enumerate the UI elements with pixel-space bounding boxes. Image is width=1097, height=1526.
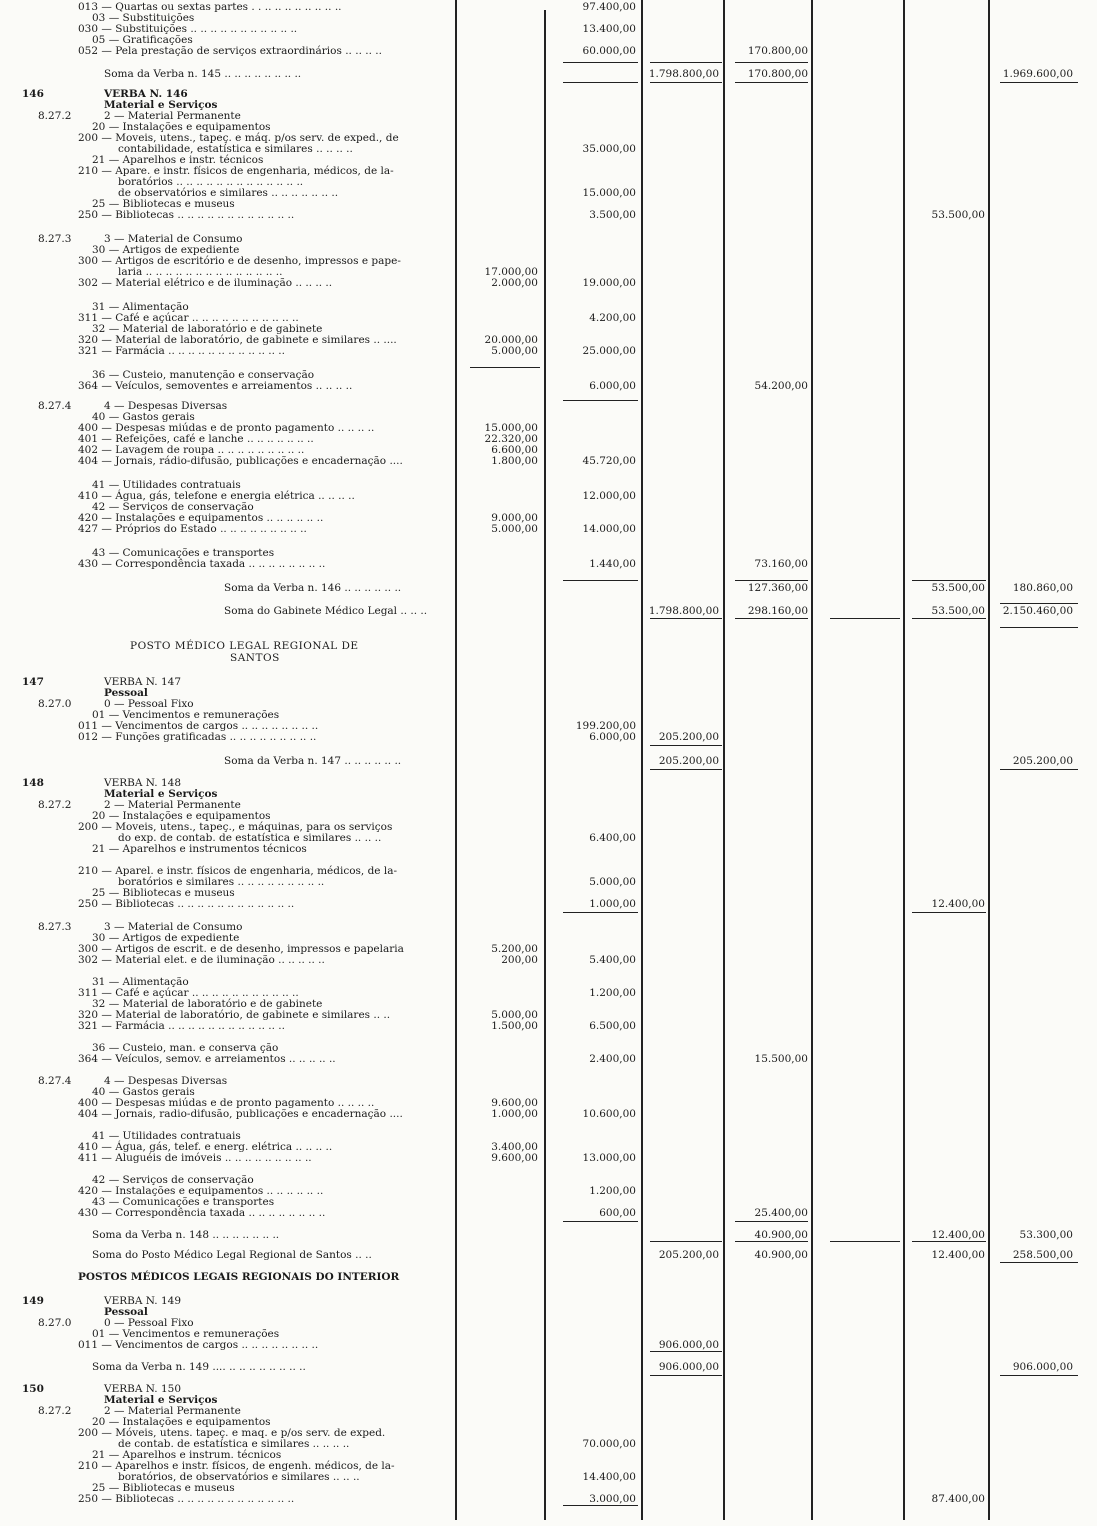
- row-description: 210 — Apare. e instr. físicos de engenharia, médicos, de la-: [78, 165, 394, 177]
- row-description: 0 — Pessoal Fixo: [104, 1317, 194, 1329]
- rule-line: [650, 769, 722, 770]
- amount-c3: 1.200,00: [589, 1185, 636, 1197]
- amount-c3: 199.200,00: [575, 720, 636, 732]
- amount-c3: 35.000,00: [582, 143, 636, 155]
- section-code: 8.27.2: [38, 1405, 72, 1417]
- amount-c2: 22.320,00: [484, 433, 538, 445]
- amount-c3: 19.000,00: [582, 277, 636, 289]
- row-description: 410 — Água, gás, telef. e energ. elétrica .. .. .. ..: [78, 1141, 333, 1153]
- amount-c3: 3.000,00: [589, 1493, 636, 1505]
- row-description: 302 — Material elet. e de iluminação .. .. .. .. ..: [78, 954, 325, 966]
- row-description: boratórios e similares .. .. .. .. .. .. .. .. ..: [118, 876, 325, 888]
- rule-line: [735, 1241, 808, 1242]
- row-description: 41 — Utilidades contratuais: [92, 479, 241, 491]
- row-description: POSTOS MÉDICOS LEGAIS REGIONAIS DO INTERIOR: [78, 1271, 400, 1283]
- row-description: 31 — Alimentação: [92, 976, 189, 988]
- amount-c2: 200,00: [501, 954, 538, 966]
- section-code: 8.27.4: [38, 400, 72, 412]
- row-description: Soma da Verba n. 147 .. .. .. .. .. ..: [224, 755, 402, 767]
- section-code: 8.27.2: [38, 799, 72, 811]
- row-description: 01 — Vencimentos e remunerações: [92, 709, 280, 721]
- row-description: 42 — Serviços de conservação: [92, 1174, 254, 1186]
- amount-c5: 15.500,00: [754, 1053, 808, 1065]
- row-description: 200 — Moveis, utens., tapeç., e máquinas, para os serviços: [78, 821, 393, 833]
- rule-line: [735, 618, 808, 619]
- amount-c3: 10.600,00: [582, 1108, 636, 1120]
- row-description: 300 — Artigos de escritório e de desenho, impressos e pape-: [78, 255, 401, 267]
- row-description: 200 — Moveis, utens., tapeç. e máq. p/os serv. de exped., de: [78, 132, 399, 144]
- row-description: 400 — Despesas miúdas e de pronto pagamento .. .. .. ..: [78, 1097, 375, 1109]
- column-rule: [455, 0, 457, 1520]
- amount-c3: 97.400,00: [582, 1, 636, 13]
- row-description: Material e Serviços: [104, 99, 218, 111]
- amount-c2: 5.000,00: [491, 1009, 538, 1021]
- amount-c4: 205.200,00: [658, 1249, 719, 1261]
- row-description: 311 — Café e açúcar .. .. .. .. .. .. .. .. .. .. ..: [78, 987, 299, 999]
- row-description: 25 — Bibliotecas e museus: [92, 887, 235, 899]
- amount-c3: 14.400,00: [582, 1471, 636, 1483]
- amount-c3: 1.440,00: [589, 558, 636, 570]
- row-description: 011 — Vencimentos de cargos .. .. .. .. .. .. .. ..: [78, 1339, 319, 1351]
- row-description: 311 — Café e açúcar .. .. .. .. .. .. .. .. .. .. ..: [78, 312, 299, 324]
- row-description: 32 — Material de laboratório e de gabinete: [92, 323, 323, 335]
- row-description: 427 — Próprios do Estado .. .. .. .. .. .. .. .. ..: [78, 523, 307, 535]
- row-description: 21 — Aparelhos e instrum. técnicos: [92, 1449, 282, 1461]
- rule-line: [650, 618, 722, 619]
- row-description: 404 — Jornais, radio-difusão, publicações e encadernação ....: [78, 1108, 403, 1120]
- amount-c4: 205.200,00: [658, 755, 719, 767]
- row-description: 30 — Artigos de expediente: [92, 932, 240, 944]
- amount-c3: 45.720,00: [582, 455, 636, 467]
- verba-number: 148: [22, 777, 44, 789]
- amount-c6: 87.400,00: [931, 1493, 985, 1505]
- row-description: 36 — Custeio, man. e conserva ção: [92, 1042, 279, 1054]
- amount-c3: 1.000,00: [589, 898, 636, 910]
- row-description: 420 — Instalações e equipamentos .. .. .. .. .. ..: [78, 1185, 324, 1197]
- rule-line: [830, 618, 900, 619]
- section-code: 8.27.3: [38, 233, 72, 245]
- row-description: 321 — Farmácia .. .. .. .. .. .. .. .. .. .. .. ..: [78, 345, 285, 357]
- amount-c6: 53.500,00: [931, 582, 985, 594]
- row-description: 250 — Bibliotecas .. .. .. .. .. .. .. .. .. .. .. ..: [78, 1493, 295, 1505]
- amount-c5: 54.200,00: [754, 380, 808, 392]
- rule-line: [1000, 1262, 1078, 1263]
- amount-c7: 180.860,00: [1012, 582, 1073, 594]
- amount-c3: 5.000,00: [589, 876, 636, 888]
- amount-c7: 53.300,00: [1019, 1229, 1073, 1241]
- row-description: 40 — Gastos gerais: [92, 411, 195, 423]
- amount-c2: 9.000,00: [491, 512, 538, 524]
- amount-c2: 3.400,00: [491, 1141, 538, 1153]
- row-description: 42 — Serviços de conservação: [92, 501, 254, 513]
- rule-line: [563, 82, 638, 83]
- row-description: VERBA N. 147: [104, 676, 182, 688]
- row-description: boratórios, de observatórios e similares .. .. ..: [118, 1471, 360, 1483]
- amount-c3: 6.000,00: [589, 731, 636, 743]
- section-code: 8.27.4: [38, 1075, 72, 1087]
- column-rule: [903, 0, 905, 1520]
- amount-c4: 205.200,00: [658, 731, 719, 743]
- row-description: 21 — Aparelhos e instr. técnicos: [92, 154, 264, 166]
- row-description: 3 — Material de Consumo: [104, 921, 243, 933]
- row-description: 401 — Refeições, café e lanche .. .. .. .. .. .. ..: [78, 433, 314, 445]
- row-description: 20 — Instalações e equipamentos: [92, 1416, 271, 1428]
- row-description: 012 — Funções gratificadas .. .. .. .. .. .. .. .. ..: [78, 731, 317, 743]
- amount-c7: 906.000,00: [1012, 1361, 1073, 1373]
- row-description: Soma do Posto Médico Legal Regional de Santos .. ..: [92, 1249, 372, 1261]
- row-description: contabilidade, estatística e similares .. .. .. ..: [118, 143, 353, 155]
- amount-c5: 25.400,00: [754, 1207, 808, 1219]
- row-description: 320 — Material de laboratório, de gabinete e similares .. ..: [78, 1009, 391, 1021]
- row-description: 300 — Artigos de escrit. e de desenho, impressos e papelaria: [78, 943, 404, 955]
- row-description: 210 — Aparelhos e instr. físicos, de engenh. médicos, de la-: [78, 1460, 395, 1472]
- amount-c5: 127.360,00: [747, 582, 808, 594]
- amount-c2: 15.000,00: [484, 422, 538, 434]
- rule-line: [1000, 627, 1078, 628]
- amount-c3: 1.200,00: [589, 987, 636, 999]
- rule-line: [650, 1351, 722, 1352]
- row-description: 20 — Instalações e equipamentos: [92, 121, 271, 133]
- rule-line: [650, 1375, 722, 1376]
- amount-c5: 40.900,00: [754, 1229, 808, 1241]
- rule-line: [830, 1241, 900, 1242]
- row-description: 4 — Despesas Diversas: [104, 400, 228, 412]
- row-description: 302 — Material elétrico e de iluminação .. .. .. ..: [78, 277, 333, 289]
- rule-line: [563, 912, 638, 913]
- row-description: VERBA N. 150: [104, 1383, 182, 1395]
- row-description: 30 — Artigos de expediente: [92, 244, 240, 256]
- row-description: 052 — Pela prestação de serviços extraordinários .. .. .. ..: [78, 45, 382, 57]
- row-description: 25 — Bibliotecas e museus: [92, 198, 235, 210]
- verba-number: 149: [22, 1295, 44, 1307]
- amount-c5: 73.160,00: [754, 558, 808, 570]
- section-code: 8.27.3: [38, 921, 72, 933]
- amount-c4: 906.000,00: [658, 1361, 719, 1373]
- row-description: 410 — Água, gás, telefone e energia elétrica .. .. .. ..: [78, 490, 355, 502]
- verba-number: 150: [22, 1383, 44, 1395]
- row-description: 320 — Material de laboratório, de gabinete e similares .. ....: [78, 334, 397, 346]
- row-description: 200 — Móveis, utens. tapeç. e maq. e p/os serv. de exped.: [78, 1427, 386, 1439]
- rule-line: [650, 1241, 722, 1242]
- amount-c2: 1.000,00: [491, 1108, 538, 1120]
- verba-number: 146: [22, 88, 44, 100]
- rule-line: [563, 1221, 638, 1222]
- row-description: laria .. .. .. .. .. .. .. .. .. .. .. .. .. ..: [118, 266, 283, 278]
- rule-line: [1000, 1375, 1078, 1376]
- row-description: Soma da Verba n. 148 .. .. .. .. .. .. ..: [92, 1229, 280, 1241]
- row-description: 364 — Veículos, semoventes e arreiamentos .. .. .. ..: [78, 380, 353, 392]
- amount-c2: 5.200,00: [491, 943, 538, 955]
- row-description: 402 — Lavagem de roupa .. .. .. .. .. .. .. .. ..: [78, 444, 305, 456]
- amount-c4: 906.000,00: [658, 1339, 719, 1351]
- amount-c3: 12.000,00: [582, 490, 636, 502]
- amount-c2: 6.600,00: [491, 444, 538, 456]
- rule-line: [563, 62, 638, 63]
- column-rule: [811, 0, 813, 1520]
- rule-line: [1000, 603, 1078, 604]
- rule-line: [735, 82, 808, 83]
- row-description: 41 — Utilidades contratuais: [92, 1130, 241, 1142]
- amount-c3: 4.200,00: [589, 312, 636, 324]
- row-description: Material e Serviços: [104, 1394, 218, 1406]
- row-description: 404 — Jornais, rádio-difusão, publicações e encadernação ....: [78, 455, 403, 467]
- amount-c3: 13.000,00: [582, 1152, 636, 1164]
- row-description: 03 — Substituições: [92, 12, 195, 24]
- amount-c7: 205.200,00: [1012, 755, 1073, 767]
- row-description: 013 — Quartas ou sextas partes . . .. .. .. .. .. .. .. ..: [78, 1, 342, 13]
- amount-c3: 6.000,00: [589, 380, 636, 392]
- rule-line: [563, 580, 638, 581]
- amount-c7: 258.500,00: [1012, 1249, 1073, 1261]
- column-rule: [723, 0, 725, 1520]
- rule-line: [650, 62, 722, 63]
- rule-line: [563, 1505, 638, 1506]
- amount-c5: 170.800,00: [747, 45, 808, 57]
- row-description: 2 — Material Permanente: [104, 110, 241, 122]
- row-description: Soma da Verba n. 149 .... .. .. .. .. .. .. .. ..: [92, 1361, 306, 1373]
- row-description: 011 — Vencimentos de cargos .. .. .. .. .. .. .. ..: [78, 720, 319, 732]
- row-description: VERBA N. 149: [104, 1295, 182, 1307]
- rule-line: [650, 745, 722, 746]
- amount-c3: 6.400,00: [589, 832, 636, 844]
- row-description: 01 — Vencimentos e remunerações: [92, 1328, 280, 1340]
- amount-c3: 2.400,00: [589, 1053, 636, 1065]
- row-description: 21 — Aparelhos e instrumentos técnicos: [92, 843, 307, 855]
- rule-line: [735, 580, 808, 581]
- amount-c5: 170.800,00: [747, 68, 808, 80]
- row-description: 20 — Instalações e equipamentos: [92, 810, 271, 822]
- amount-c4: 1.798.800,00: [648, 605, 719, 617]
- section-code: 8.27.0: [38, 1317, 72, 1329]
- row-description: 321 — Farmácia .. .. .. .. .. .. .. .. .. .. .. ..: [78, 1020, 285, 1032]
- section-code: 8.27.0: [38, 698, 72, 710]
- amount-c5: 298.160,00: [747, 605, 808, 617]
- amount-c3: 70.000,00: [582, 1438, 636, 1450]
- row-description: 36 — Custeio, manutenção e conservação: [92, 369, 315, 381]
- row-description: Pessoal: [104, 687, 148, 699]
- amount-c3: 14.000,00: [582, 523, 636, 535]
- row-description: 210 — Aparel. e instr. físicos de engenharia, médicos, de la-: [78, 865, 398, 877]
- section-code: 8.27.2: [38, 110, 72, 122]
- row-description: 25 — Bibliotecas e museus: [92, 1482, 235, 1494]
- row-description: de contab. de estatística e similares .. .. .. ..: [118, 1438, 350, 1450]
- amount-c2: 17.000,00: [484, 266, 538, 278]
- rule-line: [912, 1241, 986, 1242]
- row-description: 430 — Correspondência taxada .. .. .. .. .. .. .. ..: [78, 558, 326, 570]
- amount-c3: 5.400,00: [589, 954, 636, 966]
- row-description: 05 — Gratificações: [92, 34, 193, 46]
- rule-line: [563, 400, 638, 401]
- amount-c2: 5.000,00: [491, 523, 538, 535]
- row-description: 32 — Material de laboratório e de gabinete: [92, 998, 323, 1010]
- amount-c7: 2.150.460,00: [1002, 605, 1073, 617]
- amount-c3: 60.000,00: [582, 45, 636, 57]
- row-description: 420 — Instalações e equipamentos .. .. .. .. .. ..: [78, 512, 324, 524]
- amount-c2: 1.500,00: [491, 1020, 538, 1032]
- amount-c7: 1.969.600,00: [1002, 68, 1073, 80]
- row-description: Soma do Gabinete Médico Legal .. .. ..: [224, 605, 428, 617]
- section-title: SANTOS: [230, 652, 280, 664]
- amount-c6: 53.500,00: [931, 209, 985, 221]
- amount-c3: 15.000,00: [582, 187, 636, 199]
- amount-c3: 6.500,00: [589, 1020, 636, 1032]
- verba-number: 147: [22, 676, 44, 688]
- row-description: 364 — Veículos, semov. e arreiamentos .. .. .. .. ..: [78, 1053, 336, 1065]
- amount-c5: 40.900,00: [754, 1249, 808, 1261]
- amount-c3: 600,00: [599, 1207, 636, 1219]
- rule-line: [912, 618, 986, 619]
- row-description: 0 — Pessoal Fixo: [104, 698, 194, 710]
- column-rule: [544, 10, 546, 1520]
- row-description: VERBA N. 146: [104, 88, 188, 100]
- amount-c6: 12.400,00: [931, 1229, 985, 1241]
- row-description: 40 — Gastos gerais: [92, 1086, 195, 1098]
- row-description: 250 — Bibliotecas .. .. .. .. .. .. .. .. .. .. .. ..: [78, 209, 295, 221]
- amount-c2: 2.000,00: [491, 277, 538, 289]
- row-description: do exp. de contab. de estatística e similares .. .. ..: [118, 832, 382, 844]
- amount-c2: 20.000,00: [484, 334, 538, 346]
- row-description: Material e Serviços: [104, 788, 218, 800]
- rule-line: [650, 82, 722, 83]
- rule-line: [470, 367, 540, 368]
- rule-line: [735, 1221, 808, 1222]
- row-description: 43 — Comunicações e transportes: [92, 547, 275, 559]
- rule-line: [912, 912, 986, 913]
- amount-c4: 1.798.800,00: [648, 68, 719, 80]
- rule-line: [1000, 82, 1078, 83]
- row-description: boratórios .. .. .. .. .. .. .. .. .. .. .. .. ..: [118, 176, 304, 188]
- row-description: 4 — Despesas Diversas: [104, 1075, 228, 1087]
- row-description: 43 — Comunicações e transportes: [92, 1196, 275, 1208]
- rule-line: [1000, 769, 1078, 770]
- amount-c6: 12.400,00: [931, 898, 985, 910]
- rule-line: [912, 580, 986, 581]
- amount-c2: 5.000,00: [491, 345, 538, 357]
- amount-c2: 9.600,00: [491, 1152, 538, 1164]
- amount-c2: 1.800,00: [491, 455, 538, 467]
- amount-c3: 25.000,00: [582, 345, 636, 357]
- row-description: 430 — Correspondência taxada .. .. .. .. .. .. .. ..: [78, 1207, 326, 1219]
- row-description: VERBA N. 148: [104, 777, 182, 789]
- row-description: 411 — Aluguéis de imóveis .. .. .. .. .. .. .. .. ..: [78, 1152, 312, 1164]
- row-description: Soma da Verba n. 146 .. .. .. .. .. ..: [224, 582, 402, 594]
- rule-line: [735, 62, 808, 63]
- amount-c2: 9.600,00: [491, 1097, 538, 1109]
- amount-c6: 12.400,00: [931, 1249, 985, 1261]
- row-description: 3 — Material de Consumo: [104, 233, 243, 245]
- row-description: 31 — Alimentação: [92, 301, 189, 313]
- row-description: Pessoal: [104, 1306, 148, 1318]
- row-description: 030 — Substituições .. .. .. .. .. .. .. .. .. .. ..: [78, 23, 298, 35]
- amount-c3: 13.400,00: [582, 23, 636, 35]
- row-description: Soma da Verba n. 145 .. .. .. .. .. .. .. ..: [104, 68, 302, 80]
- row-description: 2 — Material Permanente: [104, 1405, 241, 1417]
- amount-c6: 53.500,00: [931, 605, 985, 617]
- row-description: de observatórios e similares .. .. .. .. .. .. ..: [118, 187, 339, 199]
- amount-c3: 3.500,00: [589, 209, 636, 221]
- row-description: 400 — Despesas miúdas e de pronto pagamento .. .. .. ..: [78, 422, 375, 434]
- row-description: 250 — Bibliotecas .. .. .. .. .. .. .. .. .. .. .. ..: [78, 898, 295, 910]
- row-description: 2 — Material Permanente: [104, 799, 241, 811]
- section-title: POSTO MÉDICO LEGAL REGIONAL DE: [130, 640, 359, 652]
